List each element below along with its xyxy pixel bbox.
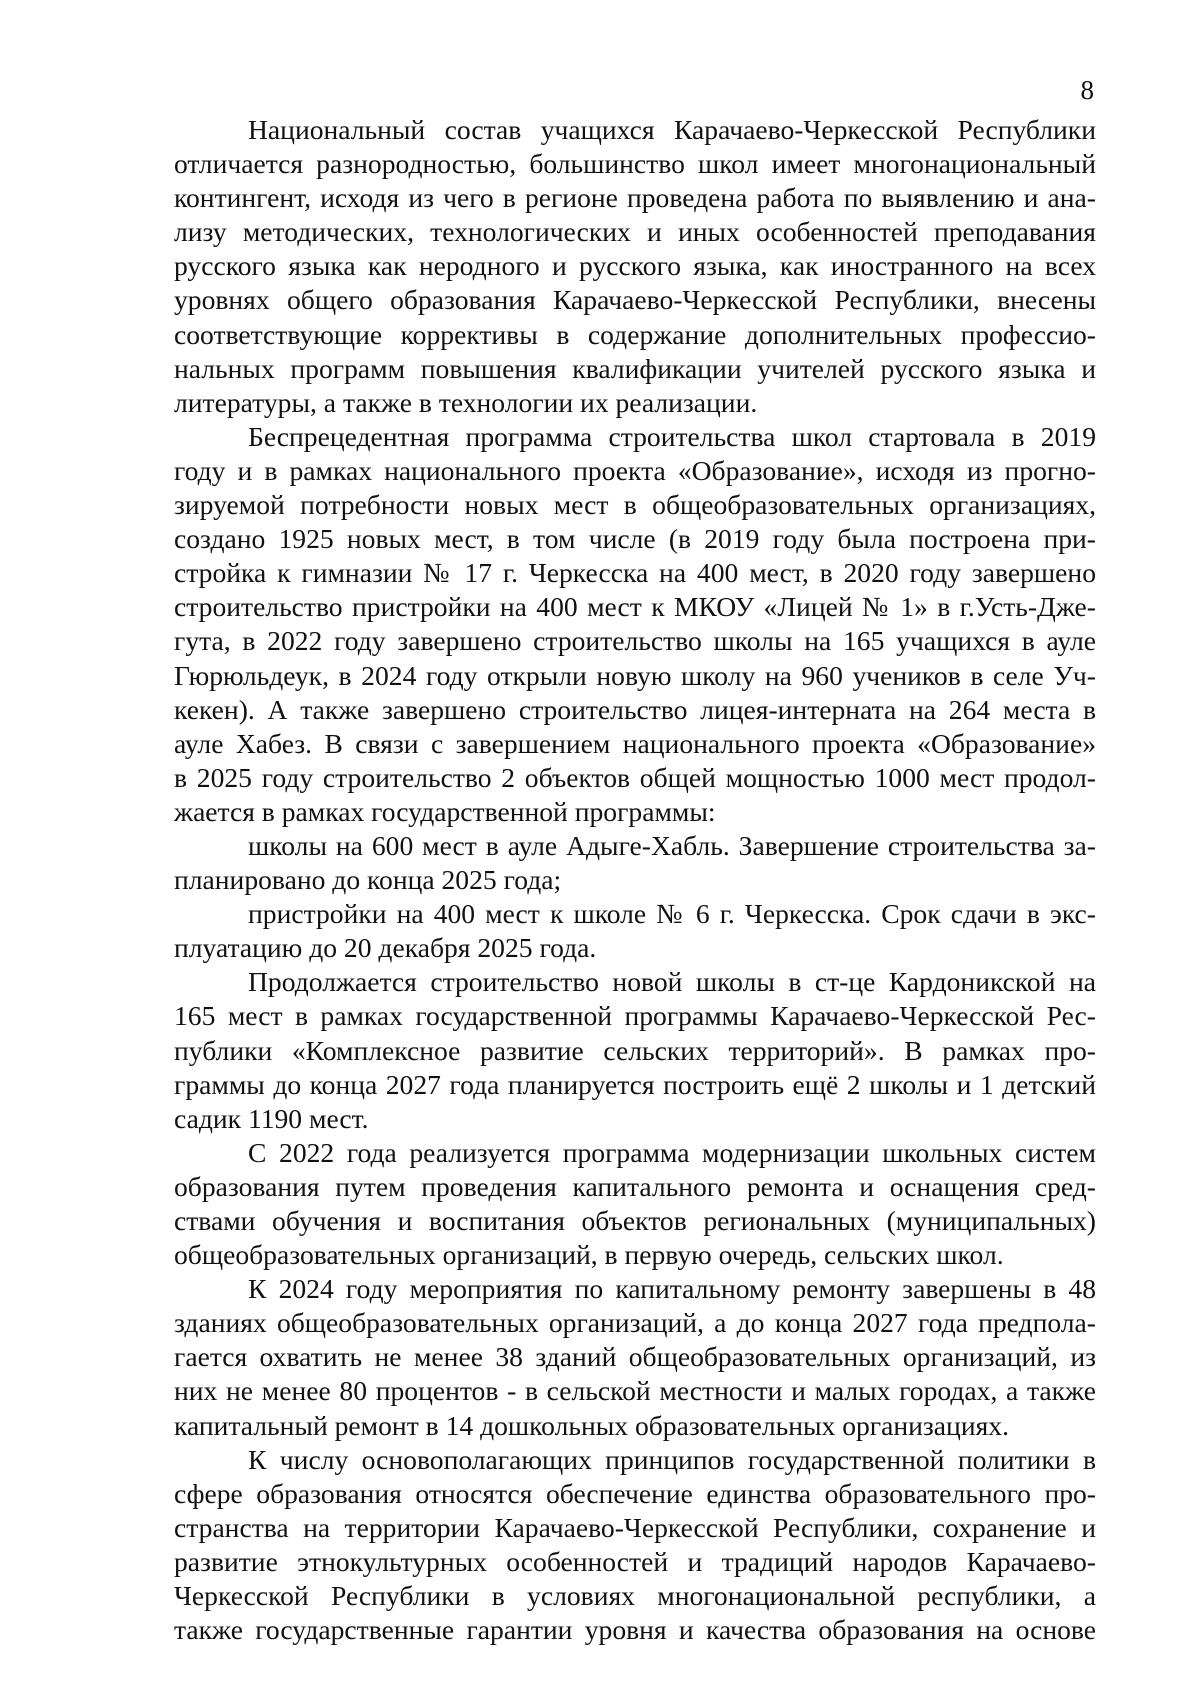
text-line: развитие этнокультурных особенностей и традиций народов Карачаево- xyxy=(174,1545,1096,1577)
text-line: планировано до конца 2025 года; xyxy=(174,864,562,896)
text-line: капитальный ремонт в 14 дошкольных образовательных организациях. xyxy=(174,1409,1009,1441)
text-line: гается охватить не менее 38 зданий общеобразовательных организаций, из xyxy=(174,1341,1096,1373)
page-number: 8 xyxy=(1080,75,1094,105)
text-line: Беспрецедентная программа строительства школ стартовала в 2019 xyxy=(248,420,1096,452)
text-line: К числу основополагающих принципов государственной политики в xyxy=(248,1443,1096,1475)
text-line: отличается разнородностью, большинство школ имеет многонациональный xyxy=(174,148,1096,180)
text-line: Гюрюльдеук, в 2024 году открыли новую школу на 960 учеников в селе Уч- xyxy=(174,659,1096,691)
text-line: соответствующие коррективы в содержание дополнительных профессио- xyxy=(174,318,1096,350)
text-line: Национальный состав учащихся Карачаево-Черкесской Республики xyxy=(248,114,1096,145)
body-text xyxy=(174,113,1096,1647)
text-line: пристройки на 400 мест к школе № 6 г. Черкесска. Срок сдачи в экс- xyxy=(248,898,1096,930)
text-line: странства на территории Карачаево-Черкесской Республики, сохранение и xyxy=(174,1511,1096,1543)
paragraph-state-policy-principles xyxy=(174,1443,1096,1648)
text-line: образования путем проведения капитального ремонта и оснащения сред- xyxy=(174,1170,1096,1202)
text-line: ствами обучения и воспитания объектов региональных (муниципальных) xyxy=(174,1205,1096,1236)
paragraph-national-composition xyxy=(174,113,1096,420)
text-line: также государственные гарантии уровня и качества образования на основе xyxy=(174,1614,1096,1646)
text-line: школы на 600 мест в ауле Адыге-Хабль. Завершение строительства за- xyxy=(248,829,1096,861)
text-line: ауле Хабез. В связи с завершением национального проекта «Образование» xyxy=(174,727,1096,759)
text-line: плуатацию до 20 декабря 2025 года. xyxy=(174,932,597,964)
paragraph-capital-repair xyxy=(174,1272,1096,1442)
text-line: сфере образования относятся обеспечение единства образовательного про- xyxy=(174,1477,1096,1509)
text-line: них не менее 80 процентов - в сельской местности и малых городах, а также xyxy=(174,1375,1096,1407)
text-line: создано 1925 новых мест, в том числе (в 2019 году была построена при- xyxy=(174,523,1096,555)
text-line: жается в рамках государственной программы: xyxy=(174,795,716,827)
text-line: 165 мест в рамках государственной программы Карачаево-Черкесской Рес- xyxy=(174,1000,1096,1032)
text-line: садик 1190 мест. xyxy=(174,1102,369,1134)
text-line: Черкесской Республики в условиях многонациональной республики, а xyxy=(174,1580,1096,1612)
text-line: литературы, а также в технологии их реализации. xyxy=(174,386,758,418)
text-line: стройка к гимназии № 17 г. Черкесска на 400 мест, в 2020 году завершено xyxy=(174,557,1096,589)
text-line: кекен). А также завершено строительство лицея-интерната на 264 места в xyxy=(174,693,1096,725)
text-line: граммы до конца 2027 года планируется построить ещё 2 школы и 1 детский xyxy=(174,1068,1096,1100)
text-line: нальных программ повышения квалификации учителей русского языка и xyxy=(174,352,1096,384)
text-line: общеобразовательных организаций, в первую очередь, сельских школ. xyxy=(174,1239,1004,1271)
text-line: публики «Комплексное развитие сельских территорий». В рамках про- xyxy=(174,1034,1096,1066)
paragraph-modernization-program xyxy=(174,1136,1096,1272)
text-line: строительство пристройки на 400 мест к МКОУ «Лицей № 1» в г.Усть-Дже- xyxy=(174,591,1096,623)
paragraph-kardonikskaya-school xyxy=(174,965,1096,1135)
paragraph-extension-school-6 xyxy=(174,897,1096,965)
text-line: русского языка как неродного и русского языка, как иностранного на всех xyxy=(174,250,1096,282)
text-line: зданиях общеобразовательных организаций, а до конца 2027 года предпола- xyxy=(174,1307,1096,1339)
text-line: К 2024 году мероприятия по капитальному ремонту завершены в 48 xyxy=(248,1273,1096,1305)
text-line: в 2025 году строительство 2 объектов общей мощностью 1000 мест продол- xyxy=(174,761,1096,793)
text-line: уровнях общего образования Карачаево-Черкесской Республики, внесены xyxy=(174,284,1096,316)
paragraph-school-adyge-khabl xyxy=(174,829,1096,897)
paragraph-school-construction xyxy=(174,420,1096,829)
text-line: контингент, исходя из чего в регионе проведена работа по выявлению и ана- xyxy=(174,182,1096,214)
text-line: С 2022 года реализуется программа модернизации школьных систем xyxy=(248,1136,1096,1168)
text-line: зируемой потребности новых мест в общеобразовательных организациях, xyxy=(174,489,1096,521)
text-line: году и в рамках национального проекта «Образование», исходя из прогно- xyxy=(174,454,1096,486)
text-line: гута, в 2022 году завершено строительство школы на 165 учащихся в ауле xyxy=(174,625,1096,657)
text-line: лизу методических, технологических и иных особенностей преподавания xyxy=(174,216,1096,248)
text-line: Продолжается строительство новой школы в ст-це Кардоникской на xyxy=(248,966,1096,998)
